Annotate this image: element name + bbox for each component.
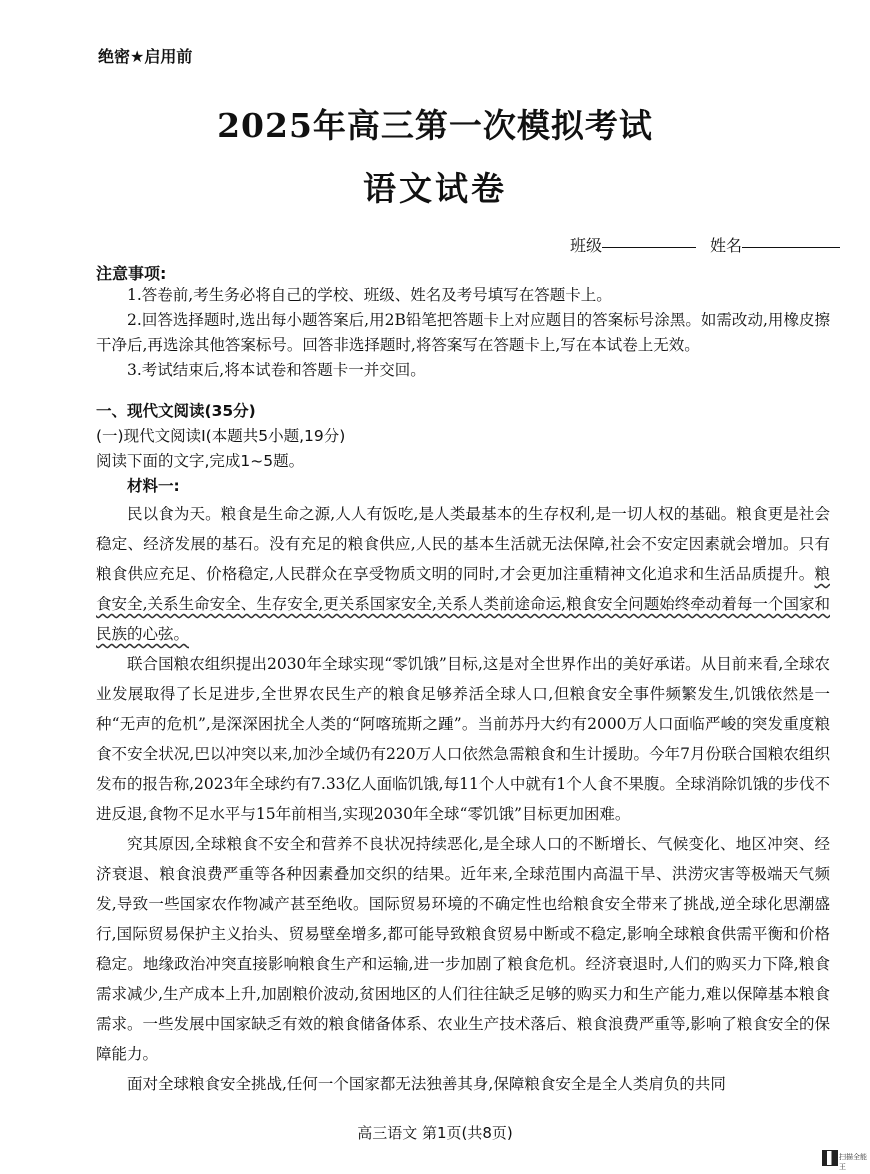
material-label: 材料一: xyxy=(127,477,180,495)
section-heading: 一、现代文阅读(35分) xyxy=(96,402,256,420)
note-item: 3.考试结束后,将本试卷和答题卡一并交回。 xyxy=(127,361,426,379)
passage-paragraph: 联合国粮农组织提出2030年全球实现“零饥饿”目标,这是对全世界作出的美好承诺。从目前来看,全球农业发展取得了长足进步,全世界农民生产的粮食足够养活全球人口,但粮食安全事件频繁发生,饥饿依然是一种“无声的危机”,是深深困扰全人类的“阿喀琉斯之踵”。当前苏丹大约有2000万人口面临严峻的突发重度粮食不安全状况,巴以冲突以来,加沙全域仍有220万人口依然急需粮食和生计援助。今年7月份联合国粮农组织发布的报告称,2023年全球约有7.33亿人面临饥饿,每11个人中就有1个人食不果腹。全球消除饥饿的步伐不进反退,食物不足水平与15年前相当,实现2030年全球“零饥饿”目标更加困难。 xyxy=(96,655,830,823)
passage-text: 民以食为天。粮食是生命之源,人人有饭吃,是人类最基本的生存权利,是一切人权的基础。粮食更是社会稳定、经济发展的基石。没有充足的粮食供应,人民的基本生活就无法保障,社会不安定因素就会增加。只有粮食供应充足、价格稳定,人民群众在享受物质文明的同时,才会更加注重精神文化追求和生活品质提升。 xyxy=(96,505,830,583)
scanner-app-label: 扫描全能王 xyxy=(839,1153,867,1171)
exam-title: 2025年高三第一次模拟考试 xyxy=(217,106,653,145)
page-footer: 高三语文 第1页(共8页) xyxy=(357,1124,513,1142)
section-instruction: 阅读下面的文字,完成1~5题。 xyxy=(96,452,305,470)
class-label: 班级 xyxy=(570,236,603,255)
passage-paragraph: 究其原因,全球粮食不安全和营养不良状况持续恶化,是全球人口的不断增长、气候变化、地区冲突、经济衰退、粮食浪费严重等各种因素叠加交织的结果。近年来,全球范围内高温干旱、洪涝灾害等极端天气频发,导致一些国家农作物减产甚至绝收。国际贸易环境的不确定性也给粮食安全带来了挑战,逆全球化思潮盛行,国际贸易保护主义抬头、贸易壁垒增多,都可能导致粮食贸易中断或不稳定,影响全球粮食供需平衡和价格稳定。地缘政治冲突直接影响粮食生产和运输,进一步加剧了粮食危机。经济衰退时,人们的购买力下降,粮食需求减少,生产成本上升,加剧粮价波动,贫困地区的人们往往缺乏足够的购买力和生产能力,难以保障基本粮食需求。一些发展中国家缺乏有效的粮食储备体系、农业生产技术落后、粮食浪费严重等,影响了粮食安全的保障能力。 xyxy=(96,835,830,1063)
section-subheading: (一)现代文阅读Ⅰ(本题共5小题,19分) xyxy=(96,427,346,445)
exam-subtitle: 语文试卷 xyxy=(363,169,507,208)
note-item: 1.答卷前,考生务必将自己的学校、班级、姓名及考号填写在答题卡上。 xyxy=(127,286,612,304)
student-info-fields xyxy=(570,233,840,256)
notes-heading: 注意事项: xyxy=(96,264,167,283)
passage-paragraph: 面对全球粮食安全挑战,任何一个国家都无法独善其身,保障粮食安全是全人类肩负的共同 xyxy=(127,1075,726,1093)
class-blank xyxy=(602,233,696,248)
passage-paragraph xyxy=(96,499,830,649)
name-label: 姓名 xyxy=(710,236,743,255)
confidential-label: 绝密★启用前 xyxy=(98,47,193,66)
document-body xyxy=(96,283,830,1099)
name-blank xyxy=(742,233,840,248)
wavy-underlined-text: 粮食安全,关系生命安全、生存安全,更关系国家安全,关系人类前途命运,粮食安全问题始终牵动着每一个国家和民族的心弦。 xyxy=(96,565,830,643)
qr-code-icon xyxy=(822,1150,838,1166)
note-item: 2.回答选择题时,选出每小题答案后,用2B铅笔把答题卡上对应题目的答案标号涂黑。如需改动,用橡皮擦干净后,再选涂其他答案标号。回答非选择题时,将答案写在答题卡上,写在本试卷上无效。 xyxy=(96,311,830,354)
